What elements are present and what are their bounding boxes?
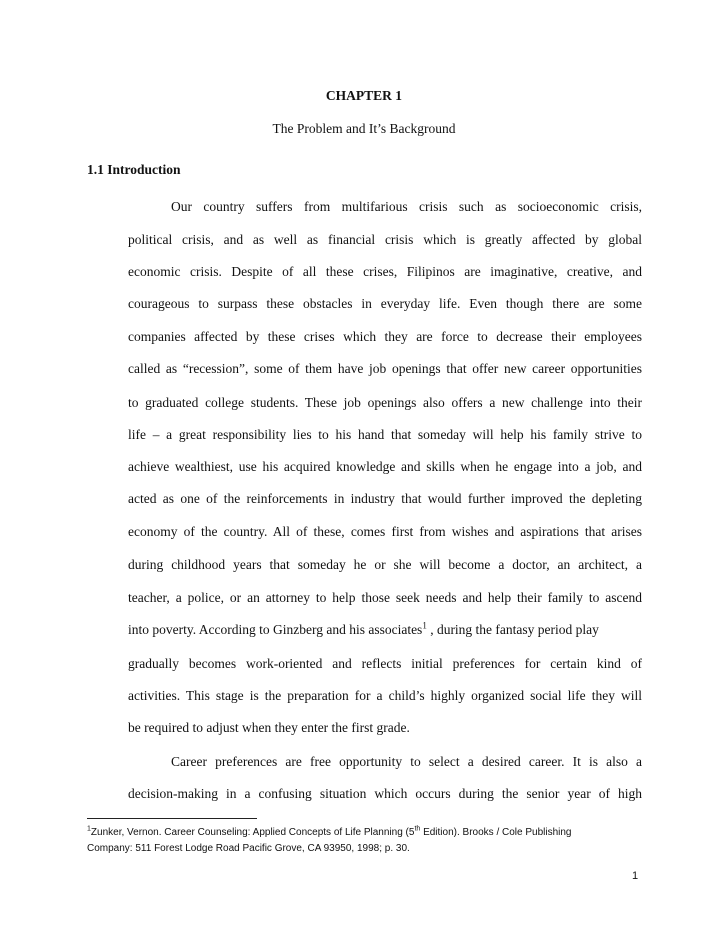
paragraph-last-line: be required to adjust when they enter the first grade. [128, 720, 410, 735]
footnote-line: Company: 511 Forest Lodge Road Pacific Grove, CA 93950, 1998; p. 30. [87, 843, 410, 854]
chapter-title: The Problem and It’s Background [272, 121, 456, 136]
paragraph-line: life – a great responsibility lies to his hand that someday will help his family strive to [128, 427, 642, 442]
paragraph-line: called as “recession”, some of them have job openings that offer new career opportunities [128, 361, 642, 376]
citation-text-continued: , during the fantasy period play [426, 622, 599, 637]
paragraph-line-with-citation [128, 621, 642, 639]
paragraph-line: political crisis, and as well as financial crisis which is greatly affected by global [128, 232, 642, 247]
paragraph-line: courageous to surpass these obstacles in everyday life. Even though there are some [128, 296, 642, 311]
paragraph-line: economic crisis. Despite of all these crises, Filipinos are imaginative, creative, and [128, 264, 642, 279]
footnote-marker: 1 [87, 825, 91, 833]
paragraph-line: Our country suffers from multifarious crisis such as socioeconomic crisis, [171, 199, 642, 214]
footnote-text: Zunker, Vernon. Career Counseling: Applied Concepts of Life Planning (5 [90, 827, 415, 838]
paragraph-line: teacher, a police, or an attorney to help those seek needs and help their family to ascend [128, 590, 642, 605]
paragraph-line: to graduated college students. These job openings also offers a new challenge into their [128, 395, 642, 410]
footnote-divider [87, 818, 257, 819]
chapter-label: CHAPTER 1 [325, 88, 403, 103]
paragraph-line: companies affected by these crises which they are force to decrease their employees [128, 329, 642, 344]
section-heading: 1.1 Introduction [87, 162, 181, 177]
footnote-text-continued: Edition). Brooks / Cole Publishing [420, 827, 572, 838]
paragraph-line: acted as one of the reinforcements in industry that would further improved the depleting [128, 491, 642, 506]
paragraph-line: economy of the country. All of these, comes first from wishes and aspirations that arises [128, 524, 642, 539]
paragraph-line: achieve wealthiest, use his acquired knowledge and skills when he engage into a job, and [128, 459, 642, 474]
page-number: 1 [632, 870, 639, 882]
paragraph-line: decision-making in a confusing situation which occurs during the senior year of high [128, 786, 642, 801]
paragraph-line: during childhood years that someday he or she will become a doctor, an architect, a [128, 557, 642, 572]
footnote-line [87, 826, 707, 840]
paragraph-line: activities. This stage is the preparation for a child’s highly organized social life they will [128, 688, 642, 703]
footnote-ordinal: th [414, 825, 421, 833]
footnote-reference: 1 [422, 620, 427, 631]
citation-text: into poverty. According to Ginzberg and his associates [128, 622, 423, 637]
paragraph-line: Career preferences are free opportunity to select a desired career. It is also a [171, 754, 642, 769]
paragraph-line: gradually becomes work-oriented and reflects initial preferences for certain kind of [128, 656, 642, 671]
